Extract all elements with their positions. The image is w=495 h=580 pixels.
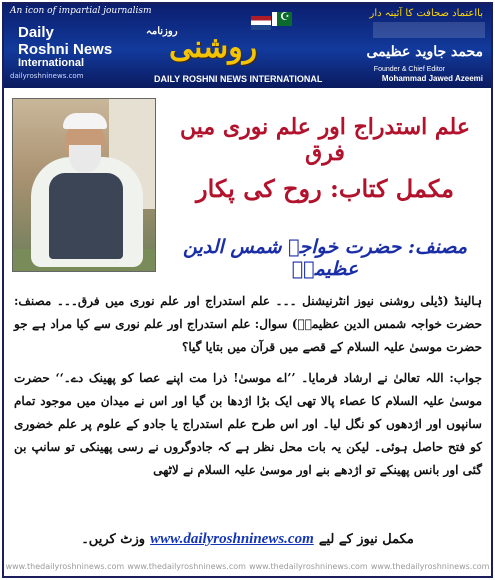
slogan-bar — [373, 22, 485, 38]
cta-prefix: مکمل نیوز کے لیے — [318, 532, 414, 547]
photo-vest — [49, 173, 123, 259]
pakistan-flag-icon — [272, 12, 292, 26]
masthead-banner — [4, 4, 491, 88]
article-body — [14, 290, 482, 490]
netherlands-flag-icon — [251, 16, 271, 30]
editor-role: Founder & Chief Editor — [373, 66, 445, 73]
article-title: علم استدراج اور علم نوری میں فرق — [180, 114, 470, 166]
brand-line-3: International — [18, 57, 85, 69]
footer-item: www.thedailyroshninews.com — [370, 562, 490, 571]
photo-cap — [63, 113, 107, 129]
brand-line-1: Daily — [18, 24, 54, 41]
book-title: مکمل کتاب: روح کی پکار — [196, 174, 454, 203]
logo-urdu: روشنی — [169, 30, 258, 65]
paragraph-1: ہالینڈ (ڈیلی روشنی نیوز انٹرنیشنل ۔۔۔ علم استدراج اور علم نوری میں فرق۔۔۔ مصنف: حضرت خواجہ شمس الدین عظیمیؒ) سوال: علم استدراج اور علم نوری سے کیا مراد ہے جو حضرت موسیٰ علیہ السلام کے قصے میں قرآن میں بتایا گیا؟ — [14, 294, 482, 354]
author-line: مصنف: حضرت خواجہ شمس الدین عظیمیؒ — [182, 236, 468, 280]
paragraph-2: جواب: اللہ تعالیٰ نے ارشاد فرمایا۔ ’’اے موسیٰ! ذرا مت اپنے عصا کو پھینک دے۔‘‘ حضرت موسیٰ علیہ السلام کا عصاء پالا تھی ایک بڑا اژدھا بن گیا اور اس نے میدان میں موجود تمام سانپوں اور اژدھوں کو نگل لیا۔ اور اس طرح علم استدراج یا جادو کے علوم پر علم خضوری کو فتح حاصل ہوئی۔ لیکن یہ بات محل نظر ہے کہ جادوگروں نے رسی پھینکی تو سانپ بن گئی اور بانس پھینکے تو اژدھے بنے اور موسیٰ علیہ السلام نے لاٹھی — [14, 371, 482, 477]
masthead-website: dailyroshninews.com — [10, 72, 84, 80]
cta-suffix: وزٹ کریں۔ — [81, 532, 146, 547]
author-photo — [12, 98, 156, 272]
call-to-action — [4, 528, 491, 548]
tagline: An icon of impartial journalism — [10, 6, 152, 16]
slogan: بااعتماد صحافت کا آئینہ دار — [369, 8, 483, 19]
footer-watermark-row — [4, 557, 491, 576]
editor-urdu: محمد جاوید عظیمی — [366, 44, 483, 60]
footer-item: www.thedailyroshninews.com — [5, 562, 125, 571]
logo-english: DAILY ROSHNI NEWS INTERNATIONAL — [154, 74, 323, 84]
logo-prefix: روزنامہ — [146, 26, 178, 37]
footer-item: www.thedailyroshninews.com — [249, 562, 368, 571]
brand-line-2: Roshni News — [18, 41, 113, 58]
footer-item: www.thedailyroshninews.com — [127, 562, 246, 571]
website-link[interactable]: www.dailyroshninews.com — [150, 531, 314, 547]
news-card — [2, 2, 493, 578]
editor-name: Mohammad Jawed Azeemi — [381, 74, 483, 83]
